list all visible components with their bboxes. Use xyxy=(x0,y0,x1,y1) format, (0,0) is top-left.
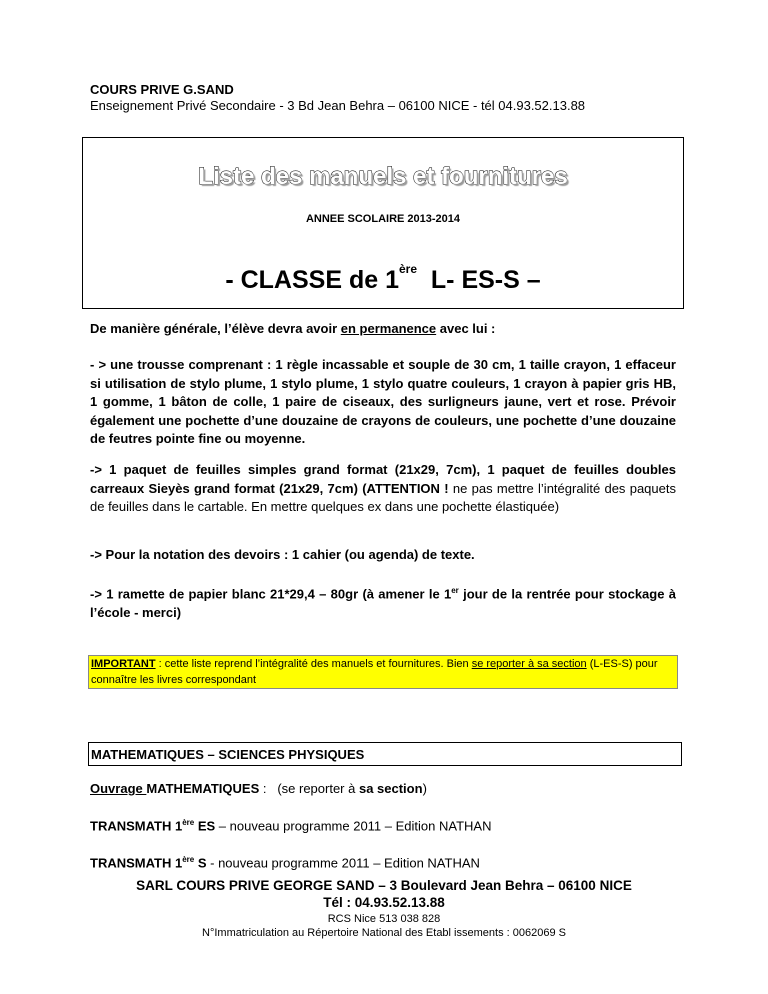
book-item xyxy=(90,855,480,870)
ouvrage-subject: MATHEMATIQUES xyxy=(146,781,260,796)
ream-paragraph xyxy=(90,582,676,622)
paper-paragraph xyxy=(90,461,676,517)
important-notice xyxy=(88,655,678,689)
book-details: - nouveau programme 2011 – Edition NATHAN xyxy=(206,855,480,871)
paper-normal-text: ne pas mettre l’intégralité des paquets de feuilles dans le cartable. En mettre quelques ex dans une pochette élastiquée) xyxy=(90,480,676,514)
class-sup: ère xyxy=(398,262,418,276)
book-track: ES xyxy=(194,818,216,834)
intro-text: De manière générale, l’élève devra avoir xyxy=(90,321,341,336)
intro-underlined: en permanence xyxy=(340,321,437,336)
book-sup: ère xyxy=(182,855,195,864)
notice-text-end: (L-ES-S) pour connaître les livres correspondant xyxy=(91,658,658,686)
ouvrage-label: Ouvrage xyxy=(90,781,147,796)
class-prefix: - CLASSE de 1 xyxy=(225,266,399,294)
paper-bold-text: -> 1 paquet de feuilles simples grand format (21x29, 7cm), 1 paquet de feuilles doubles carreaux Sieyès grand format (21x29, 7cm) (ATTENTION ! xyxy=(90,462,676,496)
ouvrage-close: ) xyxy=(422,781,427,796)
footer-phone: Tél : 04.93.52.13.88 xyxy=(323,895,445,910)
pencil-case-paragraph: - > une trousse comprenant : 1 règle incassable et souple de 30 cm, 1 taille crayon, 1 effaceur si utilisation de stylo plume, 1 stylo plume, 1 stylo quatre couleurs, 1 crayon à papier gris HB, 1 gomme, 1 bâton de colle, 1 paire de ciseaux, des surligneurs jaune, vert et rose. Prévoir également une pochette d’une douzaine de crayons de couleurs, une pochette d’une douzaine de feutres pointe fine ou moyenne. xyxy=(90,357,676,446)
footer-rcs: RCS Nice 513 038 828 xyxy=(327,913,441,925)
ouvrage-bold: sa section xyxy=(358,781,423,796)
book-details: – nouveau programme 2011 – Edition NATHAN xyxy=(215,818,492,834)
ream-text: -> 1 ramette de papier blanc 21*29,4 – 80gr (à amener le 1 xyxy=(90,586,452,602)
notice-text: : cette liste reprend l’intégralité des manuels et fournitures. Bien xyxy=(155,658,472,670)
ream-text-end: jour de la rentrée pour stockage à l’école - merci) xyxy=(90,586,676,620)
intro-text-end: avec lui : xyxy=(436,321,496,336)
ouvrage-colon: : (se reporter à xyxy=(259,781,359,796)
ream-sup: er xyxy=(451,586,459,595)
book-track: S xyxy=(194,855,207,871)
homework-paragraph: -> Pour la notation des devoirs : 1 cahier (ou agenda) de texte. xyxy=(90,547,475,562)
book-name: TRANSMATH 1 xyxy=(90,855,183,871)
page-title: Liste des manuels et fournitures xyxy=(198,163,568,190)
footer-registration: N°Immatriculation au Répertoire National des Etabl issements : 0062069 S xyxy=(202,927,566,939)
ouvrage-line xyxy=(90,781,427,796)
intro-paragraph xyxy=(90,320,676,339)
section-heading: MATHEMATIQUES – SCIENCES PHYSIQUES xyxy=(88,742,682,766)
footer-company: SARL COURS PRIVE GEORGE SAND – 3 Boulevard Jean Behra – 06100 NICE xyxy=(136,878,632,893)
notice-label: IMPORTANT xyxy=(91,658,156,670)
school-address: Enseignement Privé Secondaire - 3 Bd Jean Behra – 06100 NICE - tél 04.93.52.13.88 xyxy=(90,98,586,113)
book-item xyxy=(90,818,491,833)
school-name: COURS PRIVE G.SAND xyxy=(90,82,234,97)
class-suffix: L- ES-S – xyxy=(417,266,541,294)
book-name: TRANSMATH 1 xyxy=(90,818,183,834)
notice-underlined: se reporter à sa section xyxy=(471,658,587,670)
class-title xyxy=(82,262,684,295)
school-year: ANNEE SCOLAIRE 2013-2014 xyxy=(305,213,461,225)
book-sup: ère xyxy=(182,818,195,827)
